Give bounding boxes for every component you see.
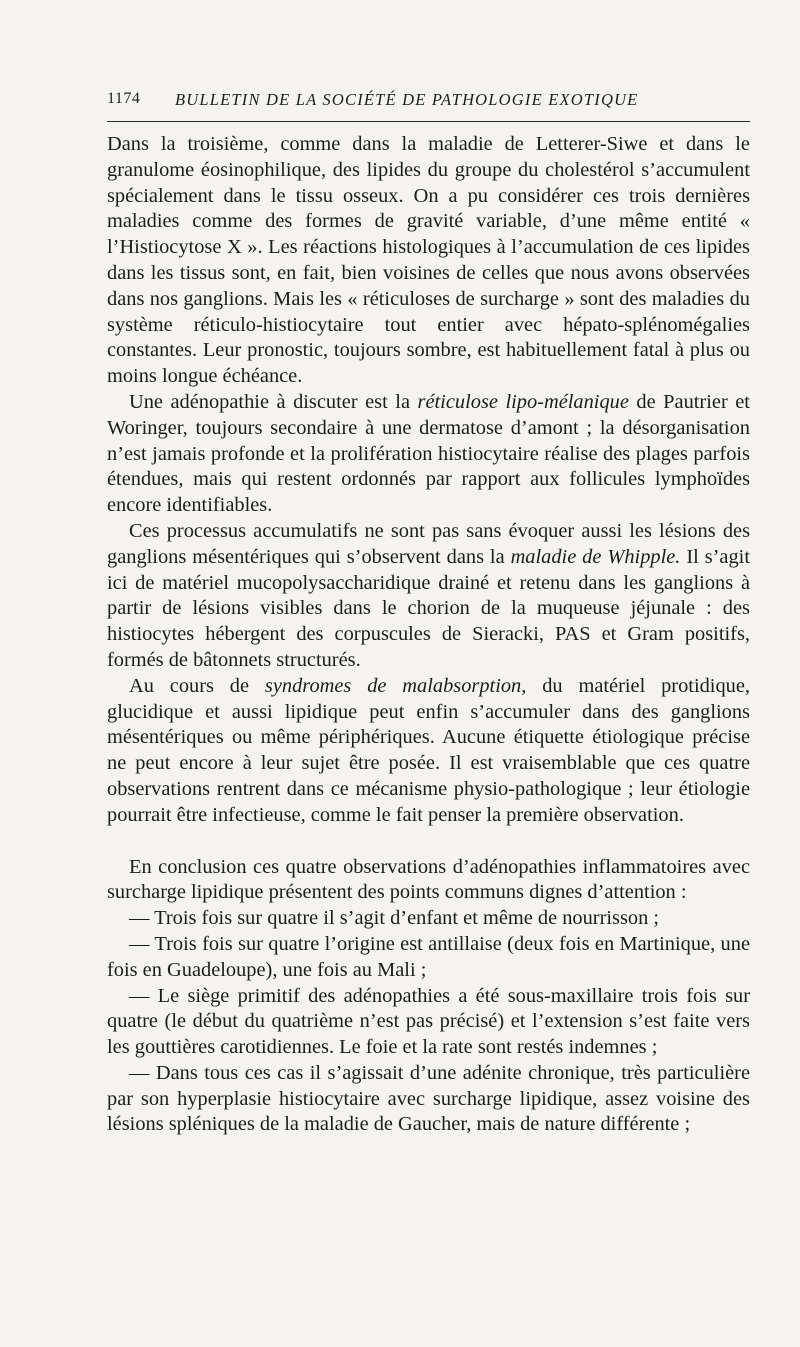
paragraph-1: Dans la troisième, comme dans la maladie de Letterer-Siwe et dans le granulome éosinophilique, des lipides du groupe du cholestérol s’accumulent spécialement dans le tissu osseux. On a pu considérer ces trois dernières maladies comme des formes de gravité variable, d’une même entité « l’Histiocytose X ». Les réactions histologiques à l’accumulation de ces lipides dans les tissus sont, en fait, bien voisines de celles que nous avons observées dans nos ganglions. Mais les « réticuloses de surcharge » sont des maladies du système réticulo-histiocytaire tout entier avec hépato-splénomégalies constantes. Leur pronostic, toujours sombre, est habituellement fatal à plus ou moins longue échéance. (107, 133, 750, 388)
paragraph-3-text-b: Il s’agit ici de matériel mucopolysaccharidique drainé et retenu dans les ganglions à partir de lésions visibles dans le chorion de la muqueuse jéjunale : des histiocytes hébergent des corpuscules de Sieracki, PAS et Gram positifs, formés de bâtonnets structurés. (107, 545, 750, 671)
paragraph-gap (107, 829, 750, 855)
paragraph-2 (107, 390, 750, 519)
paragraph-3-text-a: Ces processus accumulatifs ne sont pas sans évoquer aussi les lésions des ganglions mésentériques qui s’observent dans la (107, 519, 750, 568)
paragraph-3-italic: maladie de Whipple. (510, 545, 681, 568)
conclusion-item-2: — Trois fois sur quatre l’origine est antillaise (deux fois en Martinique, une fois en Guadeloupe), une fois au Mali ; (107, 932, 750, 981)
paragraph-2-text-a: Une adénopathie à discuter est la (129, 390, 411, 413)
page-header (107, 90, 750, 118)
paragraph-4-text-a: Au cours de (129, 674, 250, 697)
paragraph-3 (107, 519, 750, 674)
conclusion-item-1: — Trois fois sur quatre il s’agit d’enfant et même de nourrisson ; (129, 907, 660, 930)
paragraph-4-text-b: du matériel protidique, glucidique et aussi lipidique peut enfin s’accumuler dans des ganglions mésentériques ou même périphériques. Aucune étiquette étiologique précise ne peut encore à leur sujet être posée. Il est vraisemblable que ces quatre observations rentrent dans ce mécanisme physio-pathologique ; leur étiologie pourrait être infectieuse, comme le fait penser la première observation. (107, 674, 751, 826)
running-head: BULLETIN DE LA SOCIÉTÉ DE PATHOLOGIE EXOTIQUE (175, 90, 639, 109)
paragraph-2-italic: réticulose lipo-mélanique (417, 390, 629, 413)
paragraph-2-text-b: de Pautrier et Woringer, toujours secondaire à une dermatose d’amont ; la désorganisation n’est jamais profonde et la prolifération histiocytaire réalise des plages parfois étendues, mais qui restent ordonnés par rapport aux follicules lymphoïdes encore identifiables. (107, 390, 750, 517)
header-rule (107, 121, 750, 122)
page-number: 1174 (107, 90, 141, 107)
paragraph-4-italic: syndromes de malabsorption, (264, 674, 527, 697)
conclusion-item-4: — Dans tous ces cas il s’agissait d’une adénite chronique, très particulière par son hyperplasie histiocytaire avec surcharge lipidique, assez voisine des lésions spléniques de la maladie de Gaucher, mais de nature différente ; (107, 1061, 750, 1136)
conclusion-item-3: — Le siège primitif des adénopathies a été sous-maxillaire trois fois sur quatre (le début du quatrième n’est pas précisé) et l’extension s’est faite vers les gouttières carotidiennes. Le foie et la rate sont restés indemnes ; (107, 984, 750, 1059)
paragraph-4 (107, 674, 750, 829)
paragraph-5: En conclusion ces quatre observations d’adénopathies inflammatoires avec surcharge lipidique présentent des points communs dignes d’attention : (107, 855, 750, 904)
body-text (107, 132, 750, 1138)
